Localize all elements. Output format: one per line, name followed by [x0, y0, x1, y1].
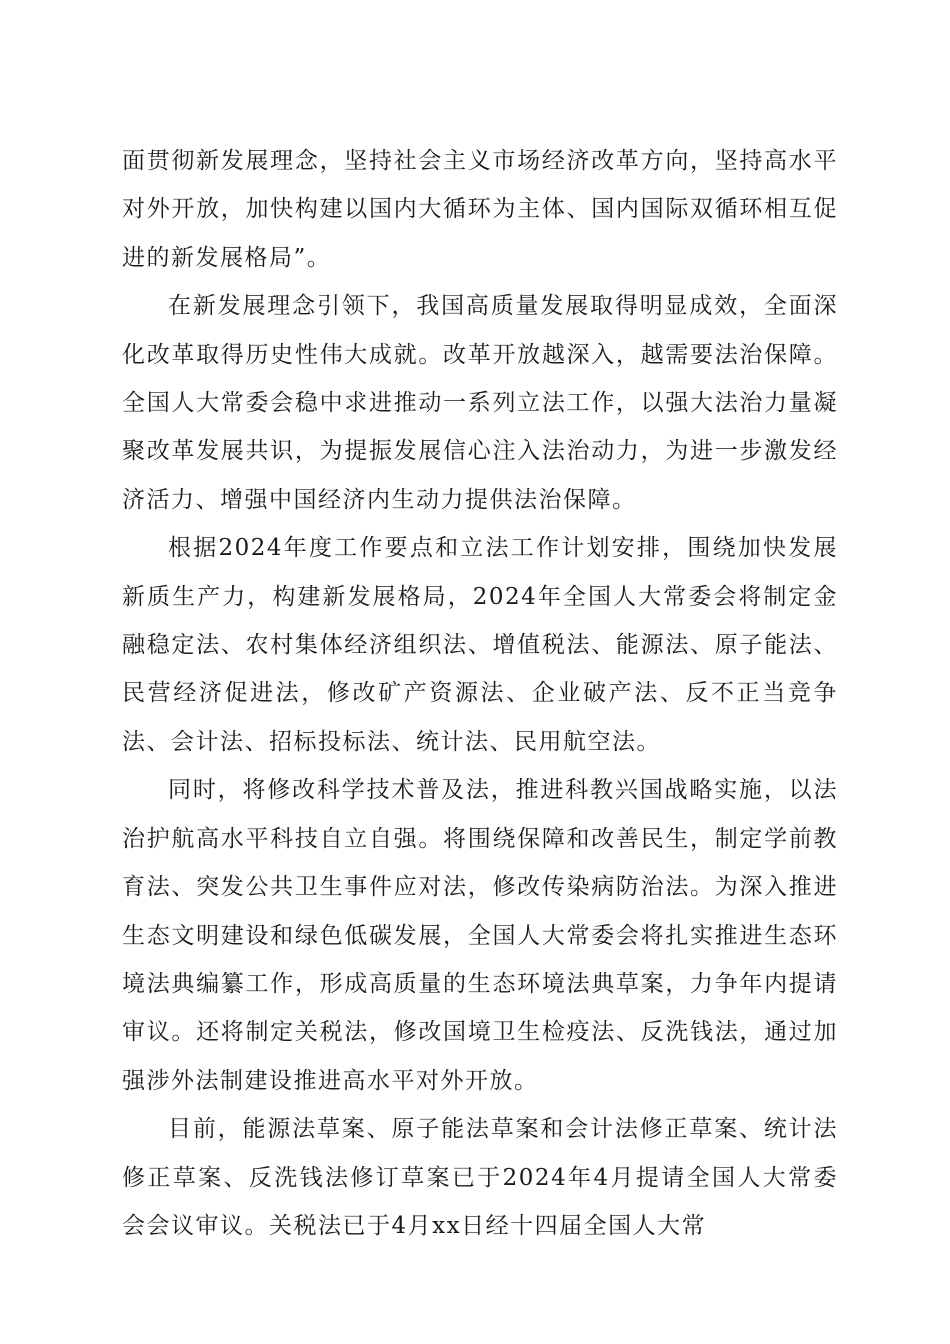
paragraph-current-progress: 目前，能源法草案、原子能法草案和会计法修正草案、统计法修正草案、反洗钱法修订草案已于2024年4月提请全国人大常委会会议审议。关税法已于4月xx日经十四届全国人大常	[122, 1116, 838, 1239]
paragraph-legislative-plan: 根据2024年度工作要点和立法工作计划安排，围绕加快发展新质生产力，构建新发展格局，2024年全国人大常委会将制定金融稳定法、农村集体经济组织法、增值税法、能源法、原子能法、民营经济促进法，修改矿产资源法、企业破产法、反不正当竞争法、会计法、招标投标法、统计法、民用航空法。	[122, 535, 838, 755]
paragraph-continuation: 面贯彻新发展理念，坚持社会主义市场经济改革方向，坚持高水平对外开放，加快构建以国内大循环为主体、国内国际双循环相互促进的新发展格局”。	[122, 148, 838, 271]
document-body	[122, 137, 838, 1250]
paragraph-science-livelihood: 同时，将修改科学技术普及法，推进科教兴国战略实施，以法治护航高水平科技自立自强。将围绕保障和改善民生，制定学前教育法、突发公共卫生事件应对法，修改传染病防治法。为深入推进生态文明建设和绿色低碳发展，全国人大常委会将扎实推进生态环境法典编纂工作，形成高质量的生态环境法典草案，力争年内提请审议。还将制定关税法，修改国境卫生检疫法、反洗钱法，通过加强涉外法制建设推进高水平对外开放。	[122, 777, 838, 1094]
paragraph-new-development: 在新发展理念引领下，我国高质量发展取得明显成效，全面深化改革取得历史性伟大成就。改革开放越深入，越需要法治保障。全国人大常委会稳中求进推动一系列立法工作，以强大法治力量凝聚改革发展共识，为提振发展信心注入法治动力，为进一步激发经济活力、增强中国经济内生动力提供法治保障。	[122, 293, 838, 513]
